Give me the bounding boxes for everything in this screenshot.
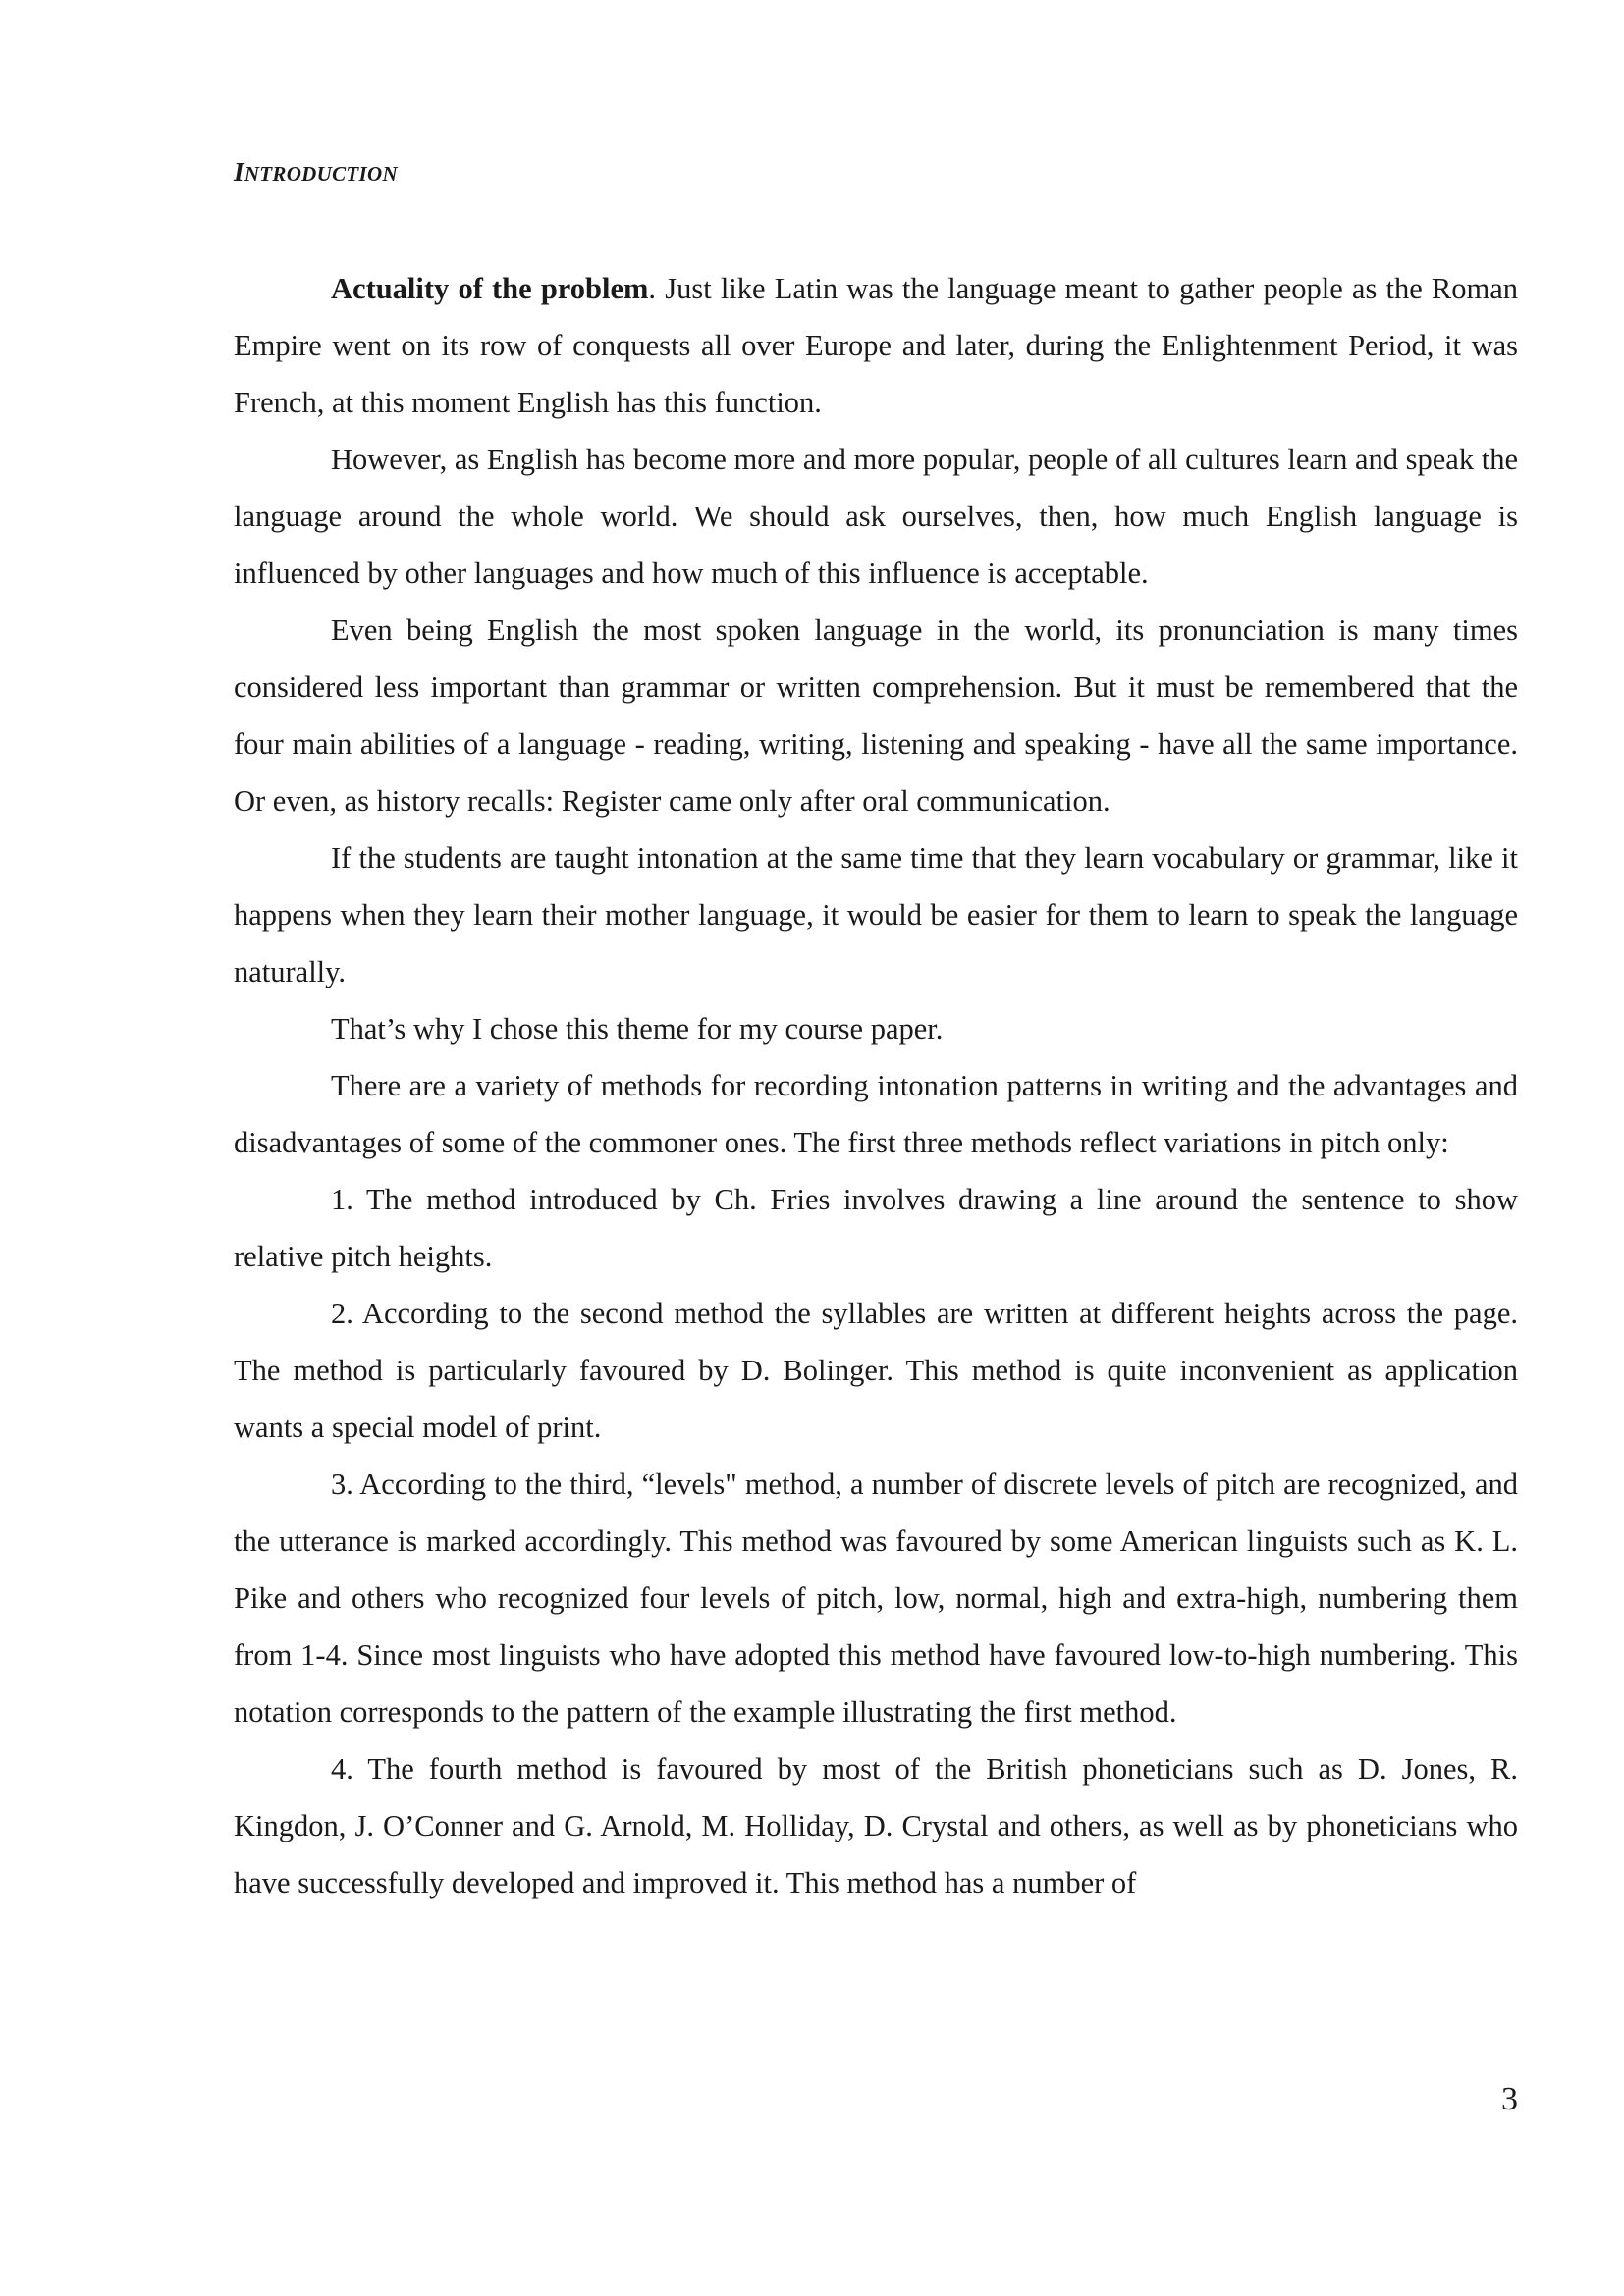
paragraph-text: . Just like Latin was the language meant to gather people as the Roman Empire went on its row of conquests all over Europe and later, during the Enlightenment Period, it was French, at this moment English has this function. — [234, 272, 1518, 419]
paragraph: If the students are taught intonation at the same time that they learn vocabulary or grammar, like it happens when they learn their mother language, it would be easier for them to learn to speak the language naturally. — [234, 841, 1518, 988]
method-item-4: 4. The fourth method is favoured by most of the British phoneticians such as D. Jones, R. Kingdon, J. O’Conner and G. Arnold, M. Holliday, D. Crystal and others, as well as by phoneticians who have successfully developed and improved it. This method has a number of — [234, 1752, 1518, 1899]
body-text — [234, 260, 1518, 1911]
paragraph: Even being English the most spoken language in the world, its pronunciation is many times considered less important than grammar or written comprehension. But it must be remembered that the four main abilities of a language - reading, writing, listening and speaking - have all the same importance. Or even, as history recalls: Register came only after oral communication. — [234, 614, 1518, 818]
paragraph-lead: Actuality of the problem — [331, 272, 649, 305]
heading-initial: I — [234, 157, 244, 187]
paragraph: There are a variety of methods for recording intonation patterns in writing and the advantages and disadvantages of some of the commoner ones. The first three methods reflect variations in pitch only: — [234, 1069, 1518, 1159]
method-item-3: 3. According to the third, “levels" method, a number of discrete levels of pitch are recognized, and the utterance is marked accordingly. This method was favoured by some American linguists such as K. L. Pike and others who recognized four levels of pitch, low, normal, high and extra-high, numbering them from 1-4. Since most linguists who have adopted this method have favoured low-to-high numbering. This notation corresponds to the pattern of the example illustrating the first method. — [234, 1468, 1518, 1729]
method-item-1: 1. The method introduced by Ch. Fries involves drawing a line around the sentence to show relative pitch heights. — [234, 1183, 1518, 1273]
heading-rest: NTRODUCTION — [244, 162, 398, 186]
method-item-2: 2. According to the second method the syllables are written at different heights across the page. The method is particularly favoured by D. Bolinger. This method is quite inconvenient as application wants a special model of print. — [234, 1297, 1518, 1444]
section-heading — [234, 157, 398, 187]
page-number: 3 — [1501, 2081, 1518, 2117]
paragraph: However, as English has become more and more popular, people of all cultures learn and speak the language around the whole world. We should ask ourselves, then, how much English language is influenced by other languages and how much of this influence is acceptable. — [234, 443, 1518, 590]
paragraph: That’s why I chose this theme for my course paper. — [331, 1012, 944, 1045]
paragraph-actuality — [234, 260, 1518, 431]
